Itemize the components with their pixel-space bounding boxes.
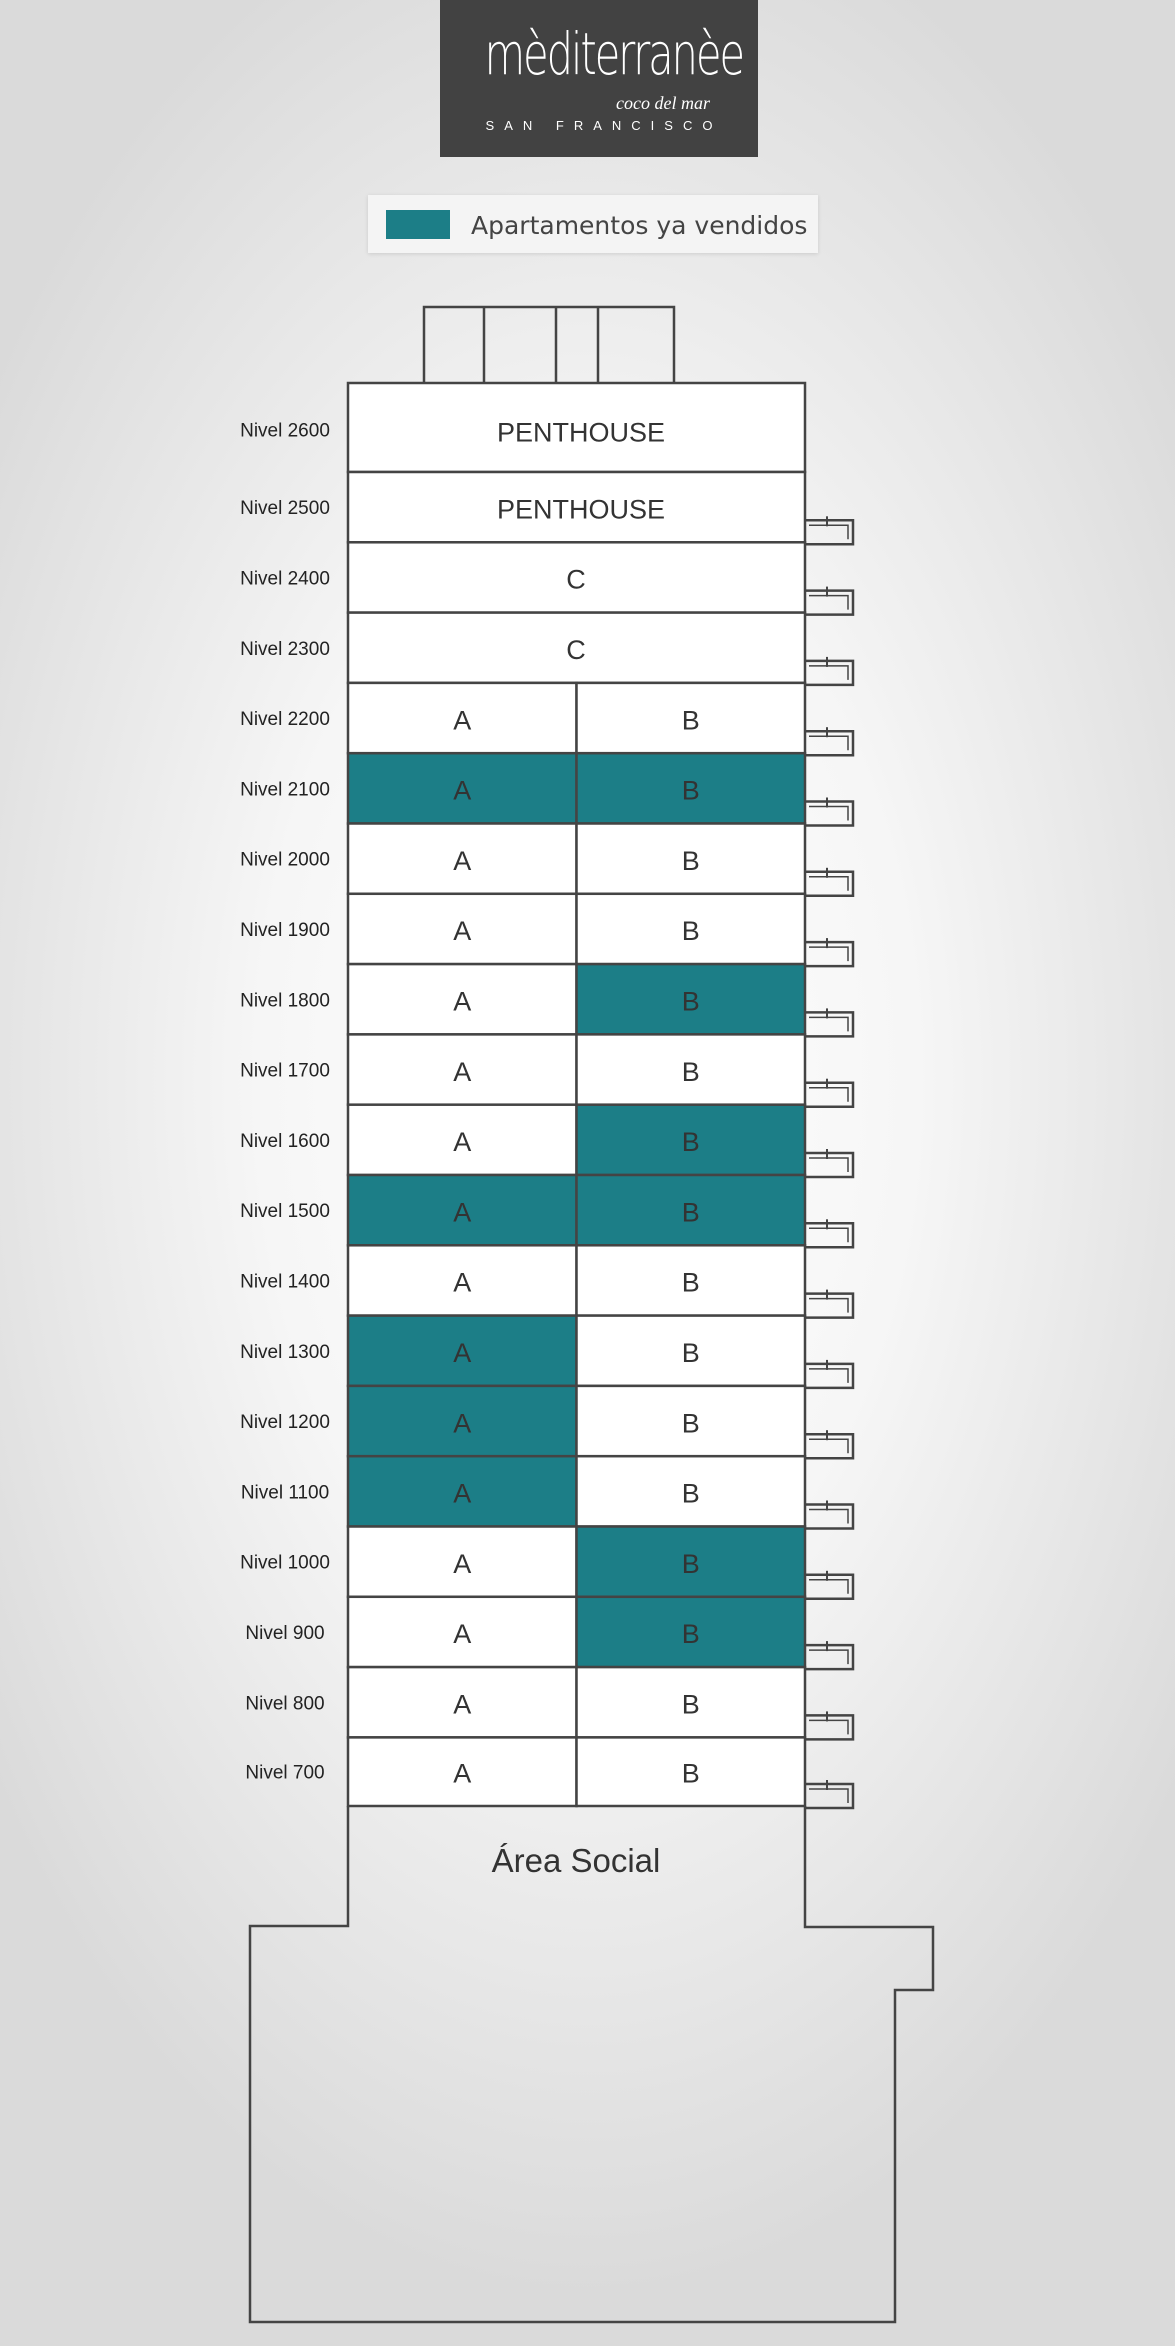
legend-label: Apartamentos ya vendidos: [471, 211, 808, 240]
floor-level-label: Nivel 2300: [240, 638, 330, 660]
unit-label: B: [681, 775, 700, 806]
floor-level-label: Nivel 800: [245, 1693, 325, 1715]
balcony-rail: [809, 525, 848, 539]
balcony-rail: [809, 596, 848, 610]
podium-outline: [250, 1806, 933, 2322]
balcony: [805, 1645, 853, 1669]
floor-level-label: Nivel 2600: [240, 420, 330, 442]
balcony-rail: [809, 1789, 848, 1803]
balcony-rail: [809, 1650, 848, 1664]
balcony-rail: [809, 1510, 848, 1524]
floor-level-label: Nivel 2100: [240, 779, 330, 801]
unit-label: A: [453, 1267, 472, 1298]
balcony: [805, 1083, 853, 1107]
unit-label: B: [681, 916, 700, 947]
unit-label: B: [681, 1127, 700, 1158]
floor-level-label: Nivel 1500: [240, 1201, 330, 1223]
balcony: [805, 1434, 853, 1458]
floor-level-label: Nivel 1600: [240, 1130, 330, 1152]
balcony-rail: [809, 1158, 848, 1172]
floor-level-label: Nivel 2400: [240, 568, 330, 590]
floor-level-label: Nivel 2500: [240, 498, 330, 520]
logo-city: SAN FRANCISCO: [485, 118, 723, 133]
unit-label: B: [681, 986, 700, 1017]
unit-label: B: [681, 1758, 700, 1789]
floor-level-label: Nivel 1900: [240, 919, 330, 941]
social-area-label: Área Social: [491, 1842, 661, 1879]
balcony-rail: [809, 947, 848, 961]
unit-label: B: [681, 1478, 700, 1509]
balcony: [805, 942, 853, 966]
floor-level-label: Nivel 1400: [240, 1271, 330, 1293]
floor-level-label: Nivel 1300: [240, 1341, 330, 1363]
unit-label: B: [681, 1689, 700, 1720]
unit-label: B: [681, 1548, 700, 1579]
unit-label: A: [453, 775, 472, 806]
balcony: [805, 1784, 853, 1808]
unit-label: A: [453, 705, 472, 736]
balcony-rail: [809, 1439, 848, 1453]
unit-label: A: [453, 986, 472, 1017]
unit-label: A: [453, 916, 472, 947]
balcony-rail: [809, 1720, 848, 1734]
balcony-rail: [809, 1580, 848, 1594]
balcony: [805, 591, 853, 615]
balcony-rail: [809, 666, 848, 680]
unit-label: C: [566, 634, 586, 665]
unit-label: A: [453, 1619, 472, 1650]
logo-tagline: coco del mar: [616, 93, 710, 113]
unit-label: A: [453, 1408, 472, 1439]
unit-label: B: [681, 1408, 700, 1439]
balcony: [805, 731, 853, 755]
balcony: [805, 661, 853, 685]
floor-level-label: Nivel 2000: [240, 849, 330, 871]
balcony: [805, 1223, 853, 1247]
logo-name: mèditerranèe: [484, 20, 743, 88]
unit-label: B: [681, 1056, 700, 1087]
unit-label: B: [681, 845, 700, 876]
balcony: [805, 1364, 853, 1388]
unit-label: PENTHOUSE: [496, 494, 666, 525]
unit-label: A: [453, 1197, 472, 1228]
floor-level-label: Nivel 1100: [240, 1482, 330, 1504]
floor-level-label: Nivel 2200: [240, 709, 330, 731]
balcony: [805, 1294, 853, 1318]
unit-label: B: [681, 1197, 700, 1228]
balcony: [805, 1715, 853, 1739]
unit-label: A: [453, 1056, 472, 1087]
balcony: [805, 1505, 853, 1529]
unit-label: PENTHOUSE: [496, 417, 666, 448]
unit-label: A: [453, 1548, 472, 1579]
unit-label: B: [681, 1337, 700, 1368]
unit-label: A: [453, 1689, 472, 1720]
floor-level-label: Nivel 700: [245, 1762, 325, 1784]
unit-label: A: [453, 845, 472, 876]
unit-label: B: [681, 1619, 700, 1650]
floor-level-label: Nivel 1700: [240, 1060, 330, 1082]
floor-level-label: Nivel 1000: [240, 1552, 330, 1574]
balcony-rail: [809, 1299, 848, 1313]
unit-label: B: [681, 705, 700, 736]
balcony-rail: [809, 1088, 848, 1102]
unit-label: C: [566, 564, 586, 595]
unit-label: A: [453, 1127, 472, 1158]
floor-level-label: Nivel 1800: [240, 990, 330, 1012]
unit-label: A: [453, 1478, 472, 1509]
balcony-rail: [809, 807, 848, 821]
balcony: [805, 872, 853, 896]
balcony-rail: [809, 736, 848, 750]
floor-level-label: Nivel 1200: [240, 1412, 330, 1434]
unit-label: B: [681, 1267, 700, 1298]
roof-structure: [424, 307, 674, 383]
balcony-rail: [809, 1017, 848, 1031]
balcony-rail: [809, 877, 848, 891]
unit-label: A: [453, 1337, 472, 1368]
balcony-rail: [809, 1369, 848, 1383]
balcony: [805, 802, 853, 826]
balcony-rail: [809, 1228, 848, 1242]
floor-level-label: Nivel 900: [245, 1622, 325, 1644]
balcony: [805, 1012, 853, 1036]
balcony: [805, 520, 853, 544]
unit-label: A: [453, 1758, 472, 1789]
balcony: [805, 1153, 853, 1177]
balcony: [805, 1575, 853, 1599]
